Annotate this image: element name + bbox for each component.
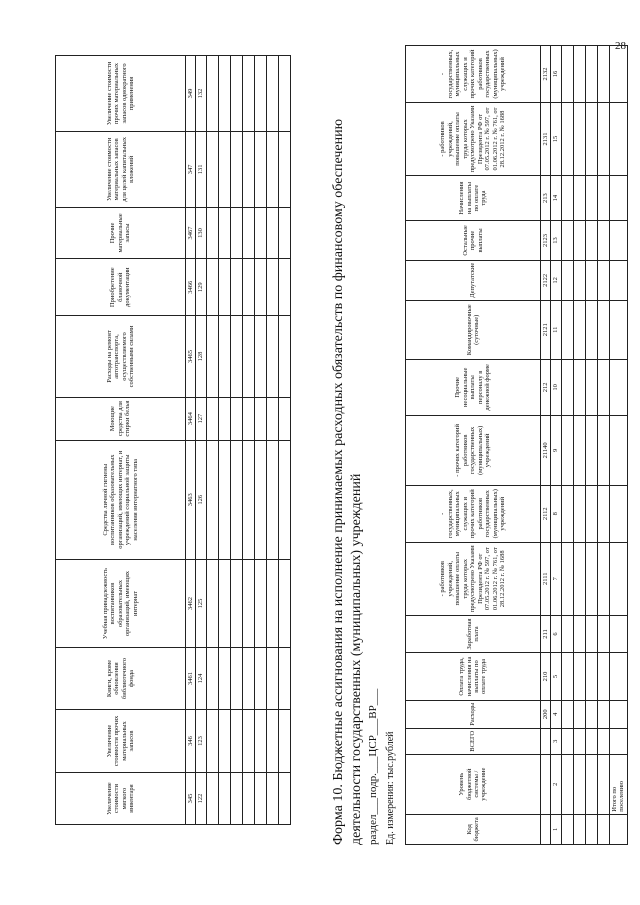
bottom-code: 2121: [541, 300, 551, 359]
col-business: Командировочные (суточные): [406, 300, 541, 359]
table-row: [278, 56, 290, 825]
top-header-5: Средства личной гигиены воспитанников образовательных организаций, имеющих интернат, и учреждений социальной защиты населения интернатного типа: [56, 440, 186, 559]
table-row: [196, 56, 206, 825]
top-code: 349: [186, 56, 196, 132]
top-header-9: Прочие материальные запасы: [56, 207, 186, 258]
table-row: [266, 56, 278, 825]
page-number: 28: [615, 40, 626, 52]
bottom-code: 2131: [541, 103, 551, 176]
top-header-4: Учебная принадлежность воспитанников образовательных организаций, имеющих интернат: [56, 559, 186, 647]
table-row: [551, 46, 561, 845]
bottom-code: 213: [541, 176, 551, 221]
top-number: 128: [196, 316, 206, 398]
bottom-number: 6: [551, 615, 561, 652]
col-wage: Заработная плата: [406, 615, 541, 652]
table-row: [585, 46, 597, 845]
table-row: [541, 46, 551, 845]
top-code: 346: [186, 709, 196, 772]
bottom-number: 2: [551, 754, 561, 814]
table-row: [186, 56, 196, 825]
col-sub2: - государственных, муниципальных служащих и прочих категорий работников государственных (муниципальных) учреждений: [406, 485, 541, 542]
top-code: 3464: [186, 397, 196, 440]
col-expenses: Расходы: [406, 700, 541, 728]
bottom-number: 14: [551, 176, 561, 221]
bottom-number: 1: [551, 814, 561, 844]
bottom-code: 21140: [541, 415, 551, 485]
bottom-code: 210: [541, 653, 551, 700]
top-code: 347: [186, 131, 196, 207]
table-row: [230, 56, 242, 825]
top-code: 345: [186, 773, 196, 825]
bottom-number: 7: [551, 542, 561, 615]
top-header-2: Увеличение стоимости прочих материальных запасов: [56, 709, 186, 772]
top-code: 3467: [186, 207, 196, 258]
top-table: [55, 55, 291, 825]
top-number: 131: [196, 131, 206, 207]
top-number: 123: [196, 709, 206, 772]
col-salary: Оплата труда, начисления на выплаты по оплате труда: [406, 653, 541, 700]
top-number: 129: [196, 259, 206, 316]
col-sub5: - государственных, муниципальных служащих и прочих категорий работников государственных (муниципальных) учреждений: [406, 46, 541, 103]
bottom-code: 2112: [541, 485, 551, 542]
top-header-10: Увеличение стоимости материальных запасов для целей капитальных вложений: [56, 131, 186, 207]
bottom-code: 200: [541, 700, 551, 728]
top-code: 3465: [186, 316, 196, 398]
col-sub1: - работников учреждений, повышение оплаты труда которых предусмотрено Указами Президента РФ от 07.05.2012 г. № 597, от 01.06.2012 г. № 761, от 28.12.2012 г. № 1688: [406, 542, 541, 615]
top-number: 124: [196, 648, 206, 710]
bottom-number: 9: [551, 415, 561, 485]
table-row: [206, 56, 218, 825]
table-row: [573, 46, 585, 845]
table-row: [609, 46, 627, 845]
top-number: 122: [196, 773, 206, 825]
title-block: [330, 75, 396, 845]
bottom-number: 16: [551, 46, 561, 103]
bottom-number: 15: [551, 103, 561, 176]
col-total: ВСЕГО: [406, 728, 541, 754]
bottom-code: 211: [541, 615, 551, 652]
top-header-11: Увеличение стоимости прочих материальных запасов однократного применения: [56, 56, 186, 132]
top-header-7: Расходы на ремонт автотранспорта, осуществляемого собственными силами: [56, 316, 186, 398]
bottom-number: 4: [551, 700, 561, 728]
top-number: 125: [196, 559, 206, 647]
col-sub3: - прочих категорий работников государственных (муниципальных) учреждений: [406, 415, 541, 485]
bottom-number: 5: [551, 653, 561, 700]
form-title: Форма 10. Бюджетные ассигнования на исполнение принимаемых расходных обязательств по финансовому обеспечению деятельности государственных (муниципальных) учреждений: [331, 118, 364, 845]
table-row: [597, 46, 609, 845]
col-other-nonpay: Остальные прочие выплаты: [406, 221, 541, 261]
table-row: [254, 56, 266, 825]
bottom-code: 2123: [541, 221, 551, 261]
total-row-label: Итого по поселению: [609, 754, 627, 814]
bottom-code: 212: [541, 359, 551, 415]
top-header-1: Увеличение стоимости мягкого инвентаря: [56, 773, 186, 825]
top-header-6: Моющие средства для стирки белья: [56, 397, 186, 440]
table-row: [561, 46, 573, 845]
bottom-number: 10: [551, 359, 561, 415]
table-row: [406, 46, 541, 845]
bottom-code: 2122: [541, 260, 551, 300]
top-header-8: Приобретение бланочной документации: [56, 259, 186, 316]
unit-label: Ед. измерения: тыс.рублей: [385, 731, 396, 845]
form-subtitle: раздел___подр.___ЦСР___ВР___: [367, 688, 379, 845]
col-sub4: - работников учреждений, повышение оплаты труда которых предусмотрено Указами Президента РФ от 07.05.2012 г. № 597, от 01.06.2012 г. № 761, от 28.12.2012 г. № 1688: [406, 103, 541, 176]
bottom-code: 2111: [541, 542, 551, 615]
col-kod: Код бюджета: [406, 814, 541, 844]
top-number: 130: [196, 207, 206, 258]
bottom-number: 13: [551, 221, 561, 261]
col-accruals: Начисления на выплаты по оплате труда: [406, 176, 541, 221]
bottom-number: 8: [551, 485, 561, 542]
bottom-number: 12: [551, 260, 561, 300]
bottom-table: [405, 45, 628, 845]
table-row: [56, 56, 186, 825]
bottom-number: 11: [551, 300, 561, 359]
col-level: Уровень бюджетной системы / учреждение: [406, 754, 541, 814]
top-number: 127: [196, 397, 206, 440]
top-header-3: Книги, кроме обновления библиотечного фонда: [56, 648, 186, 710]
top-code: 3461: [186, 648, 196, 710]
bottom-number: 3: [551, 728, 561, 754]
bottom-code: 2132: [541, 46, 551, 103]
top-code: 3466: [186, 259, 196, 316]
top-code: 3463: [186, 440, 196, 559]
col-other-pay: Прочие несоциальные выплаты персоналу в денежной форме: [406, 359, 541, 415]
top-number: 132: [196, 56, 206, 132]
top-code: 3462: [186, 559, 196, 647]
table-row: [242, 56, 254, 825]
col-deputy: Депутатские: [406, 260, 541, 300]
table-row: [218, 56, 230, 825]
top-number: 126: [196, 440, 206, 559]
